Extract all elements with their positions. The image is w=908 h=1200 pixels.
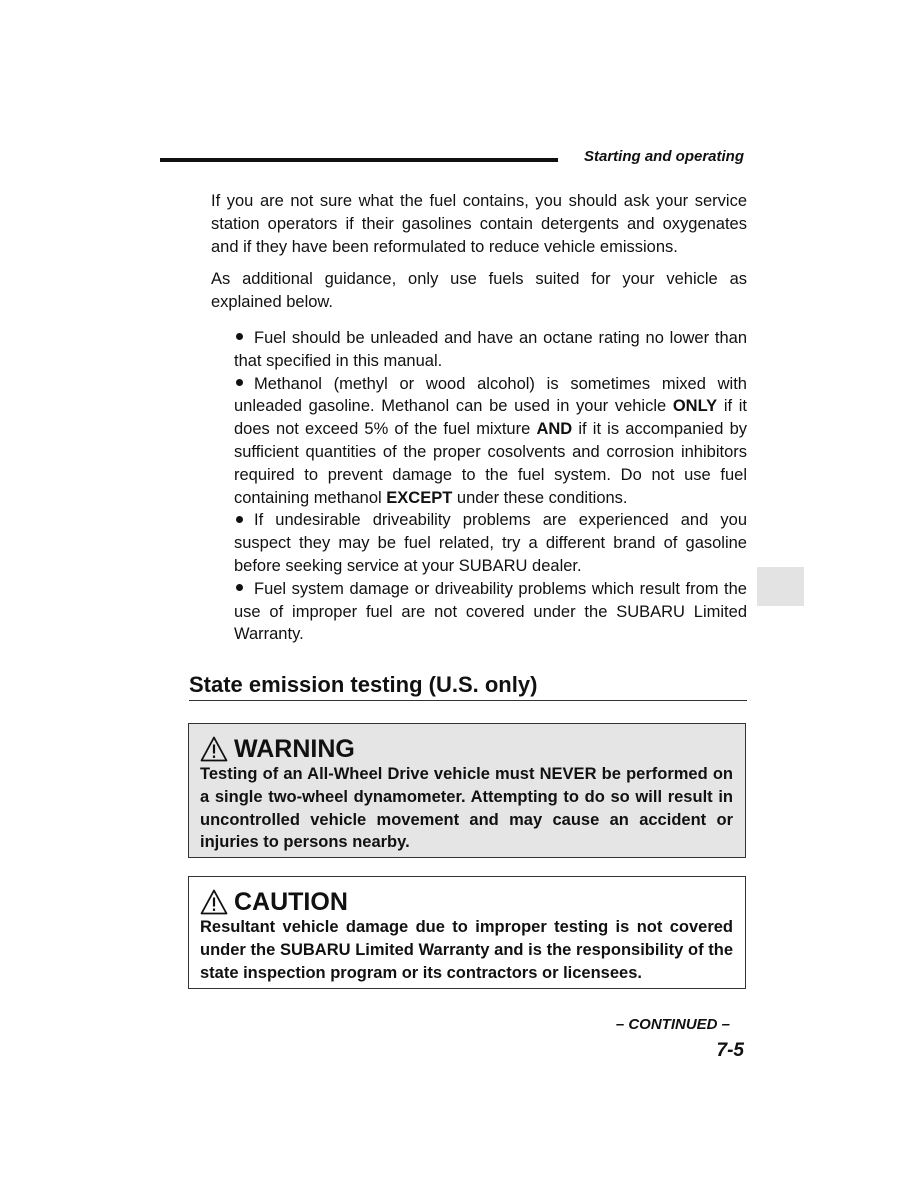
list-item xyxy=(234,578,747,646)
header-rule xyxy=(160,158,558,162)
caution-box xyxy=(188,876,746,989)
bullet-dot-icon xyxy=(236,379,243,386)
list-item-text: if it is accompanied by sufficient quantities of the proper cosolvents and corrosion inhibitors required to prevent damage to the fuel system. Do not use fuel containing methanol xyxy=(234,420,747,507)
list-item-text: If undesirable driveability problems are experienced and you suspect they may be fuel related, try a different brand of gasoline before seeking service at your SUBARU dealer. xyxy=(234,511,747,575)
continued-label: – CONTINUED – xyxy=(615,1016,730,1033)
emphasis-and: AND xyxy=(536,420,573,439)
list-item xyxy=(234,327,747,373)
chapter-thumb-tab xyxy=(757,567,804,606)
warning-triangle-icon xyxy=(200,889,228,915)
list-item-text: if it does not exceed 5% of the fuel mixture xyxy=(234,397,747,439)
bullet-dot-icon xyxy=(236,333,243,340)
emphasis-except: EXCEPT xyxy=(386,488,453,507)
section-title: State emission testing (U.S. only) xyxy=(189,672,538,697)
intro-text xyxy=(211,190,747,324)
emphasis-only: ONLY xyxy=(672,397,718,416)
intro-paragraph-1: If you are not sure what the fuel contains, you should ask your service station operators if their gasolines contain detergents and oxygenates and if they have been reformulated to reduce vehicle emissions. xyxy=(211,192,747,256)
warning-header xyxy=(200,734,733,764)
warning-title: WARNING xyxy=(234,734,355,763)
section-rule xyxy=(189,700,747,701)
list-item-text: Methanol (methyl or wood alcohol) is sometimes mixed with unleaded gasoline. Methanol can be used in your vehicle xyxy=(234,374,747,416)
intro-paragraph-2: As additional guidance, only use fuels suited for your vehicle as explained below. xyxy=(211,270,747,312)
warning-box xyxy=(188,723,746,858)
caution-text: Resultant vehicle damage due to improper testing is not covered under the SUBARU Limited Warranty and is the responsibility of the state inspection program or its contractors or licensees. xyxy=(200,918,733,982)
bullet-dot-icon xyxy=(236,516,243,523)
warning-text: Testing of an All-Wheel Drive vehicle must NEVER be performed on a single two-wheel dynamometer. Attempting to do so will result in uncontrolled vehicle movement and may cause an accident or injuries to persons nearby. xyxy=(200,765,733,852)
warning-triangle-icon xyxy=(200,736,228,762)
list-item-text: Fuel system damage or driveability problems which result from the use of improper fuel are not covered under the SUBARU Limited Warranty. xyxy=(234,579,747,644)
bullet-dot-icon xyxy=(236,584,243,591)
list-item xyxy=(234,509,747,577)
caution-title: CAUTION xyxy=(234,887,348,916)
list-item-text: Fuel should be unleaded and have an octane rating no lower than that specified in this manual. xyxy=(234,329,747,370)
page-number: 7-5 xyxy=(716,1040,744,1061)
list-item-text: under these conditions. xyxy=(452,488,628,507)
header-title: Starting and operating xyxy=(583,148,744,165)
caution-header xyxy=(200,887,733,917)
fuel-guidance-list xyxy=(234,327,747,646)
list-item xyxy=(234,373,747,510)
